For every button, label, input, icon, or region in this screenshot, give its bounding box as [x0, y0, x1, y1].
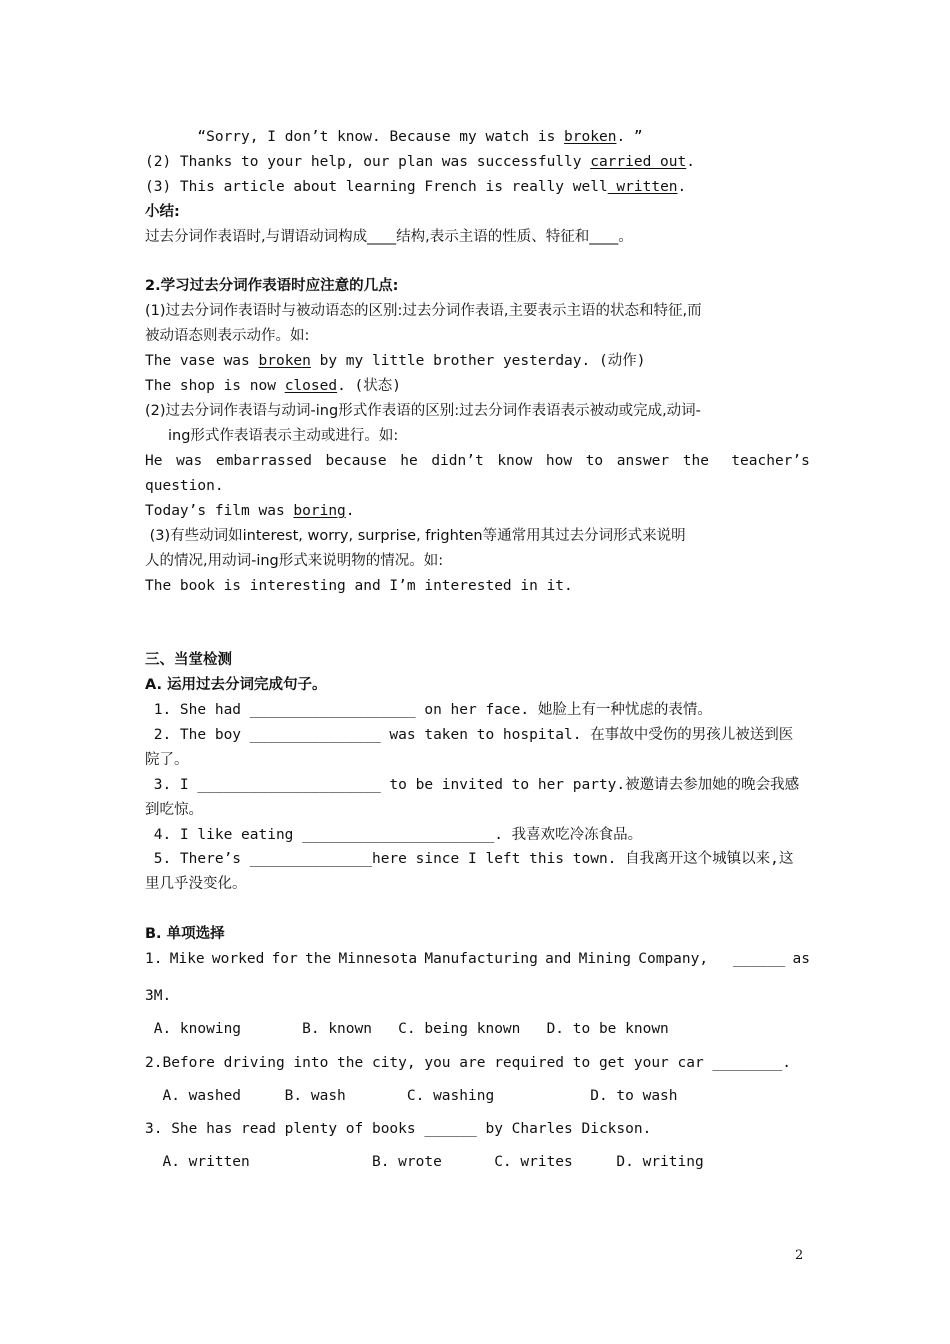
question-a3: 3. I _____________________ to be invited to her party.被邀请去参加她的晚会我感 [145, 777, 800, 793]
point-1-line-a: (1)过去分词作表语时与被动语态的区别:过去分词作表语,主要表示主语的状态和特征,而 [145, 303, 702, 319]
text: Today’s film was [145, 503, 294, 519]
word: he [400, 453, 418, 469]
section-2-title: 2.学习过去分词作表语时应注意的几点: [145, 278, 399, 294]
word: Minnesota [338, 951, 418, 967]
text: . [677, 179, 687, 195]
question-a5-cont: 里几乎没变化。 [145, 876, 247, 892]
example-vase [145, 351, 810, 371]
example-film [145, 501, 810, 521]
word: Company, [638, 951, 709, 967]
word: the [305, 951, 332, 967]
text: (3) This article about learning French is really well [145, 179, 608, 195]
text: . ” [616, 129, 643, 145]
text: The vase was [145, 353, 259, 369]
point-2-line-b: ing形式作表语表示主动或进行。如: [168, 428, 399, 444]
text: . (状态) [337, 378, 401, 394]
example-book: The book is interesting and I’m interested in it. [145, 578, 573, 594]
part-a-title: A. 运用过去分词完成句子。 [145, 677, 327, 693]
question-b3-options: A. written B. wrote C. writes D. writing [145, 1154, 704, 1170]
part-b-title: B. 单项选择 [145, 926, 225, 942]
word: the [682, 453, 709, 469]
underlined-word: boring [293, 503, 346, 519]
word: to [585, 453, 604, 469]
question-b1 [145, 949, 810, 969]
summary-text: 过去分词作表语时,与谓语动词构成____结构,表示主语的性质、特征和____。 [145, 229, 633, 245]
word: embarrassed [215, 453, 312, 469]
word: Mike [169, 951, 205, 967]
word: He [145, 453, 163, 469]
question-b3: 3. She has read plenty of books ______ by Charles Dickson. [145, 1121, 652, 1137]
question-b2-options: A. washed B. wash C. washing D. to wash [145, 1088, 678, 1104]
underlined-word: written [607, 179, 678, 195]
underlined-word: broken [564, 129, 617, 145]
underlined-phrase: carried out [590, 154, 687, 170]
point-1-line-b: 被动语态则表示动作。如: [145, 328, 310, 344]
word: how [545, 453, 573, 469]
summary-heading: 小结: [145, 204, 180, 220]
word: Manufacturing [424, 951, 538, 967]
example-shop [145, 376, 810, 396]
word: worked [211, 951, 265, 967]
question-b1-cont: 3M. [145, 988, 172, 1004]
question-b1-options: A. knowing B. known C. being known D. to be known [145, 1021, 669, 1037]
question-a2-cont: 院了。 [145, 752, 189, 768]
word: Mining [578, 951, 631, 967]
underlined-word: closed [284, 378, 338, 394]
word: answer [616, 453, 670, 469]
underlined-word: broken [258, 353, 311, 369]
example-embarrassed-cont: question. [145, 478, 224, 494]
point-3-line-b: 人的情况,用动词-ing形式来说明物的情况。如: [145, 553, 444, 569]
example-sorry-line [145, 127, 810, 147]
point-3-line-a: (3)有些动词如interest, worry, surprise, frighten等通常用其过去分词形式来说明 [145, 528, 686, 544]
question-b2: 2.Before driving into the city, you are required to get your car ________. [145, 1055, 792, 1071]
question-a3-cont: 到吃惊。 [145, 802, 203, 818]
question-a5: 5. There’s ______________here since I left this town. 自我离开这个城镇以来,这 [145, 851, 794, 867]
question-a2: 2. The boy _______________ was taken to hospital. 在事故中受伤的男孩儿被送到医 [145, 727, 794, 743]
word: as [792, 951, 810, 967]
word: and [545, 951, 572, 967]
question-a4: 4. I like eating ______________________. 我喜欢吃冷冻食品。 [145, 827, 643, 843]
example-line-3 [145, 177, 810, 197]
text: “Sorry, I don’t know. Because my watch is [197, 129, 565, 145]
section-3-title: 三、当堂检测 [145, 652, 232, 668]
word: 1. [145, 951, 163, 967]
word: know [497, 453, 533, 469]
word: for [271, 951, 298, 967]
text: . [686, 154, 695, 170]
word: didn’t [431, 453, 484, 469]
page-number: 2 [795, 1248, 804, 1263]
word: teacher’s [722, 453, 810, 469]
point-2-line-a: (2)过去分词作表语与动词-ing形式作表语的区别:过去分词作表语表示被动或完成,动词- [145, 403, 701, 419]
question-a1: 1. She had ___________________ on her face. 她脸上有一种忧虑的表情。 [145, 702, 712, 718]
text: (2) Thanks to your help, our plan was successfully [145, 154, 591, 170]
example-line-2 [145, 152, 810, 172]
word: because [325, 453, 387, 469]
text: . [345, 503, 355, 519]
text: by my little brother yesterday. (动作) [310, 353, 646, 369]
word: ______ [715, 951, 786, 967]
text: The shop is now [145, 378, 285, 394]
example-embarrassed [145, 451, 810, 471]
word: was [176, 453, 203, 469]
